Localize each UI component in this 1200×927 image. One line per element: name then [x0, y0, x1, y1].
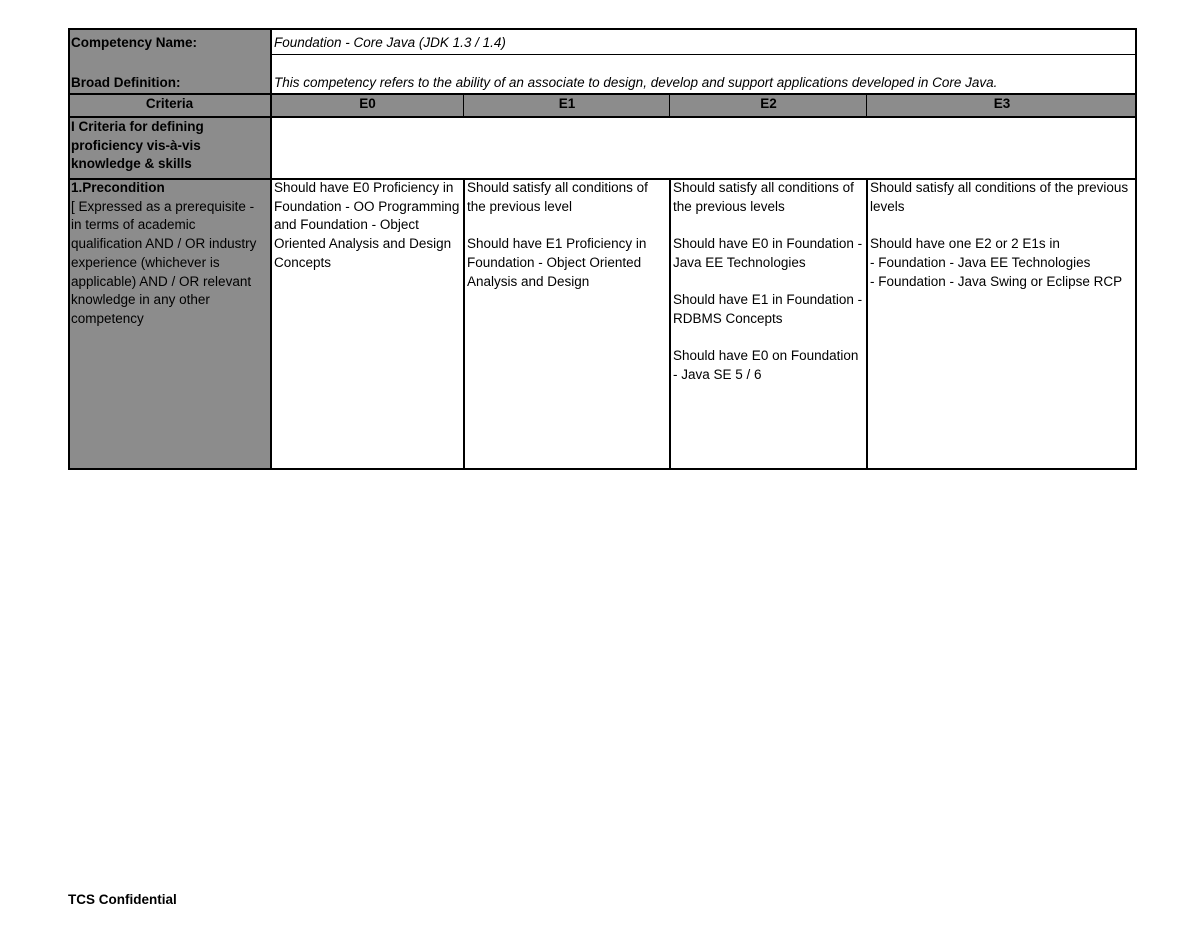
grid-line	[669, 178, 671, 470]
grid-line	[866, 93, 867, 116]
confidential-footer: TCS Confidential	[68, 892, 177, 907]
precondition-description: [ Expressed as a prerequisite - in terms of academic qualification AND / OR industry experience (whichever is applicable) AND / OR relevant knowledge in any other competency	[71, 198, 257, 326]
column-header-row	[68, 93, 1137, 116]
grid-line	[866, 178, 868, 470]
grid-line	[463, 93, 464, 116]
grid-line	[68, 468, 1137, 470]
level-header-e0: E0	[271, 93, 464, 116]
grid-line	[463, 178, 465, 470]
level-header-e1: E1	[464, 93, 670, 116]
competency-name-value: Foundation - Core Java (JDK 1.3 / 1.4)	[274, 35, 506, 50]
grid-line	[68, 28, 70, 470]
broad-definition-value: This competency refers to the ability of an associate to design, develop and support applications developed in Core Java.	[274, 75, 998, 90]
competency-name-row	[68, 28, 1137, 54]
grid-line	[68, 178, 1137, 180]
precondition-e2: Should satisfy all conditions of the previous levels Should have E0 in Foundation - Java EE Technologies Should have E1 in Foundation - RDBMS Concepts Should have E0 on Foundation - Java SE 5 / 6	[673, 180, 863, 383]
precondition-title: 1.Precondition	[71, 180, 165, 195]
level-header-e2: E2	[670, 93, 867, 116]
grid-line	[669, 93, 670, 116]
grid-line	[68, 28, 1137, 30]
precondition-row	[68, 178, 1137, 470]
broad-definition-label: Broad Definition:	[68, 54, 271, 93]
section-label: I Criteria for defining proficiency vis-à-vis knowledge & skills	[68, 116, 271, 178]
grid-line	[270, 28, 272, 470]
grid-line	[1135, 28, 1137, 470]
criteria-header: Criteria	[68, 93, 271, 116]
level-header-e3: E3	[867, 93, 1137, 116]
section-empty-cell	[271, 116, 1137, 178]
precondition-e1: Should satisfy all conditions of the previous level Should have E1 Proficiency in Foundation - Object Oriented Analysis and Design	[467, 180, 648, 289]
section-row	[68, 116, 1137, 178]
competency-table	[68, 28, 1137, 470]
competency-name-label: Competency Name:	[68, 28, 271, 54]
precondition-e3: Should satisfy all conditions of the previous levels Should have one E2 or 2 E1s in - Foundation - Java EE Technologies - Foundation - Java Swing or Eclipse RCP	[870, 180, 1129, 289]
grid-line	[68, 93, 1137, 95]
precondition-criteria-cell	[68, 178, 271, 470]
precondition-e0: Should have E0 Proficiency in Foundation - OO Programming and Foundation - Object Oriented Analysis and Design Concepts	[274, 180, 460, 270]
grid-line	[68, 116, 1137, 118]
broad-definition-row	[68, 54, 1137, 93]
grid-line	[271, 54, 1137, 55]
